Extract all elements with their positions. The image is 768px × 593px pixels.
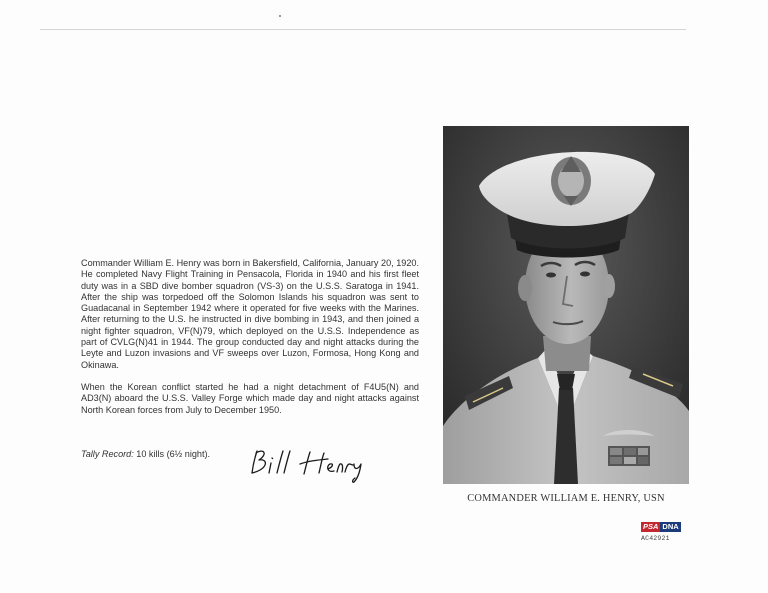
- authentication-logo-right: DNA: [662, 522, 679, 531]
- authentication-code: AC42921: [641, 535, 670, 542]
- authentication-logo-left: PSA: [643, 522, 659, 531]
- handwritten-signature: [244, 445, 370, 485]
- paper-speck: [279, 15, 281, 17]
- biography-text: [81, 258, 419, 427]
- biography-paragraph-2: When the Korean conflict started he had a night detachment of F4U5(N) and AD3(N) aboard the U.S.S. Valley Forge which made day and night attacks against North Korean forces from July to December 1950.: [81, 381, 419, 415]
- tally-label: Tally Record:: [81, 449, 134, 459]
- photo-caption: COMMANDER WILLIAM E. HENRY, USN: [467, 493, 665, 504]
- authentication-logo: [641, 522, 681, 532]
- tally-record: [81, 449, 210, 459]
- top-divider: [40, 29, 686, 30]
- tally-value: 10 kills (6½ night).: [133, 449, 211, 459]
- biography-paragraph-1: Commander William E. Henry was born in Bakersfield, California, January 20, 1920. He completed Navy Flight Training in Pensacola, Florida in 1940 and his first fleet duty was in a SBD dive bomber squadron (VS-3) on the U.S.S. Saratoga in 1941. After the ship was torpedoed off the Solomon Islands his squadron was sent to Guadacanal in September 1942 where it operated for five weeks with the Marines. After returning to the U.S. he instructed in dive bombing in 1943, and then joined a night fighter squadron, VF(N)79, which deployed on the U.S.S. Independence as part of CVLG(N)41 in 1944. The group conducted day and night attacks during the Leyte and Luzon invasions and VF sweeps over Luzon, Formosa, Hong Kong and Okinawa.: [81, 258, 419, 370]
- portrait-photo: [443, 126, 689, 484]
